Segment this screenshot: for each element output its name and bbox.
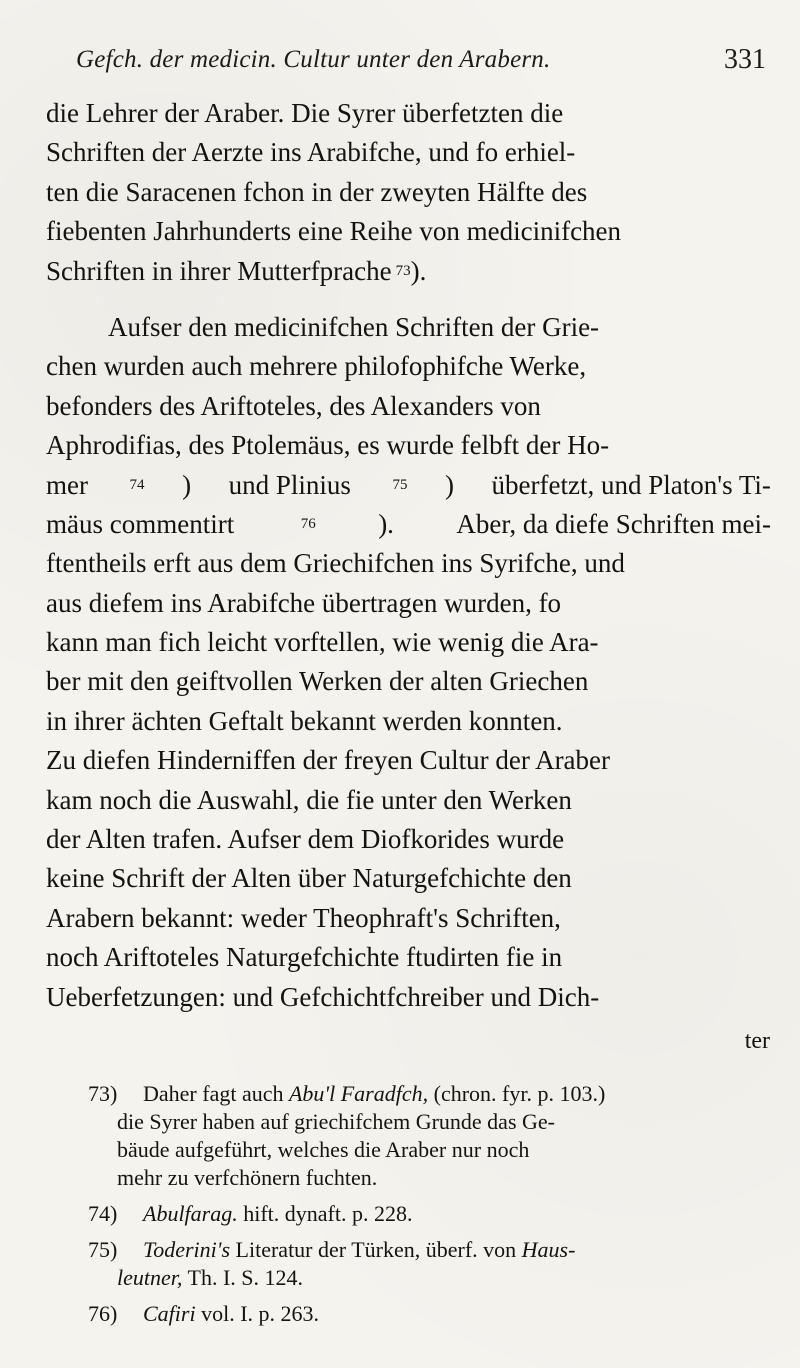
footnote-label-74: 74) — [88, 1201, 118, 1226]
footnotes — [88, 1080, 783, 1336]
footnote-label-76: 76) — [88, 1301, 118, 1326]
catchword: ter — [744, 1028, 770, 1054]
paragraph-gap — [46, 291, 771, 308]
text-line-5: Schriften in ihrer Mutterfprache 73 ). — [46, 252, 771, 291]
running-head: Gefch. der medicin. Cultur unter den Arabern. — [76, 46, 551, 73]
footnote-73-line-2: die Syrer haben auf griechifchem Grunde das Ge- — [117, 1109, 555, 1134]
footnote-76: 76) Cafiri vol. I. p. 263. — [88, 1301, 320, 1326]
text-line-12: ftentheils erft aus dem Griechifchen ins Syrifche, und — [46, 548, 625, 579]
author-casiri: Cafiri — [143, 1301, 196, 1326]
text-line-22: noch Ariftoteles Naturgefchichte ftudirten fie in — [46, 942, 563, 973]
author-hausleutner-part-1: Haus- — [521, 1237, 576, 1262]
footnote-73 — [88, 1080, 783, 1192]
text-line-13: aus diefem ins Arabifche übertragen wurden, fo — [46, 587, 562, 618]
text-line-14: kann man fich leicht vorftellen, wie wenig die Ara- — [46, 627, 599, 658]
text-line-10: mer 74 ) und Plinius 75 ) überfetzt, und Platon's Ti- — [46, 466, 771, 505]
footnote-label-75: 75) — [88, 1237, 118, 1262]
footnote-ref-76: 76 — [300, 515, 316, 532]
footnote-75: 75) Toderini's Literatur der Türken, überf. von Haus- leutner, Th. I. S. 124. — [88, 1236, 783, 1292]
footnote-75-line-2: leutner, Th. I. S. 124. — [117, 1265, 303, 1290]
author-toderini: Toderini's — [143, 1237, 231, 1262]
footnote-73-line-4: mehr zu verfchönern fuchten. — [117, 1165, 378, 1190]
text-line-9: Aphrodifias, des Ptolemäus, es wurde felbft der Ho- — [46, 430, 610, 461]
author-abul-faradsch: Abu'l Faradfch, — [288, 1081, 429, 1106]
text-line-20: keine Schrift der Alten über Naturgefchichte den — [46, 863, 572, 894]
text-line-17: Zu diefen Hinderniffen der freyen Cultur der Araber — [46, 745, 611, 776]
footnote-74: 74) Abulfarag. hift. dynaft. p. 228. — [88, 1201, 413, 1226]
text-line-16: in ihrer ächten Geftalt bekannt werden konnten. — [46, 705, 563, 736]
text-line-15: ber mit den geiftvollen Werken der alten Griechen — [46, 666, 589, 697]
text-line-2: Schriften der Aerzte ins Arabifche, und fo erhiel- — [46, 137, 576, 168]
page-header — [76, 40, 766, 80]
footnote-73-line-3: bäude aufgeführt, welches die Araber nur noch — [117, 1137, 530, 1162]
text-line-21: Arabern bekannt: weder Theophraft's Schriften, — [46, 902, 561, 933]
text-line-6: Aufser den medicinifchen Schriften der Grie- — [108, 311, 600, 342]
footnote-ref-73: 73 — [395, 262, 411, 279]
footnote-ref-74: 74 — [129, 476, 145, 493]
footnote-ref-75: 75 — [392, 476, 408, 493]
author-hausleutner-part-2: leutner, — [117, 1265, 183, 1290]
text-line-11: mäus commentirt 76 ). Aber, da diefe Schriften mei- — [46, 505, 771, 544]
page-number: 331 — [724, 44, 766, 75]
text-line-1: die Lehrer der Araber. Die Syrer überfetzten die — [46, 98, 564, 128]
text-line-23: Ueberfetzungen: und Gefchichtfchreiber und Dich- — [46, 981, 600, 1012]
text-line-4: fiebenten Jahrhunderts eine Reihe von medicinifchen — [46, 216, 622, 247]
text-line-3: ten die Saracenen fchon in der zweyten Hälfte des — [46, 176, 588, 207]
footnote-73-line-1: Daher fagt auch Abu'l Faradfch, (chron. fyr. p. 103.) — [143, 1081, 606, 1106]
footnote-label-73: 73) — [88, 1081, 118, 1106]
author-abulfarag: Abulfarag. — [143, 1201, 238, 1226]
text-line-7: chen wurden auch mehrere philofophifche Werke, — [46, 351, 587, 382]
text-line-8: befonders des Ariftoteles, des Alexanders von — [46, 390, 541, 421]
main-text — [46, 94, 771, 1017]
text-line-18: kam noch die Auswahl, die fie unter den Werken — [46, 784, 572, 815]
text-line-19: der Alten trafen. Aufser dem Diofkorides wurde — [46, 824, 565, 855]
